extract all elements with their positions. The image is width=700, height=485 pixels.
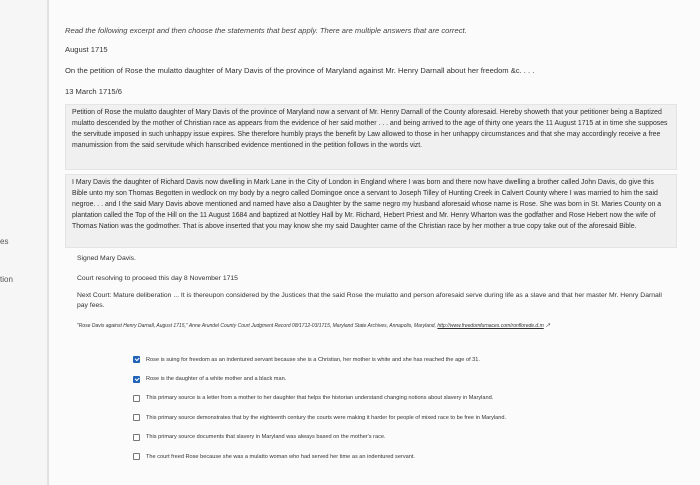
question-prompt: Read the following excerpt and then choose the statements that best apply. There are multiple answers that are correct. [65, 26, 467, 35]
answer-option-1[interactable] [133, 350, 673, 369]
option-label: This primary source demonstrates that by the eighteenth century the courts were making it harder for people of mixed race to be free in Maryland. [146, 414, 507, 421]
date-august-1715: August 1715 [65, 45, 108, 54]
answer-option-3[interactable] [133, 389, 673, 408]
citation-text: "Rose Davis against Henry Darnall, August 1715," Anne Arundel County Court Judgment Record 08/1712-03/1715, Maryland State Archives, Annapolis, Maryland, [77, 323, 436, 329]
petition-title: On the petition of Rose the mulatto daughter of Mary Davis of the province of Maryland against Mr. Henry Darnall about her freedom &c. . . . [65, 66, 535, 75]
answer-option-4[interactable] [133, 408, 673, 427]
source-citation [77, 322, 637, 329]
checkbox-checked-icon[interactable] [133, 376, 140, 383]
answer-options [133, 350, 673, 466]
option-label: Rose is the daughter of a white mother and a black man. [146, 376, 287, 383]
answer-option-2[interactable] [133, 369, 673, 388]
question-panel [48, 0, 700, 485]
external-link-icon[interactable]: ↗ [545, 323, 551, 329]
checkbox-checked-icon[interactable] [133, 356, 140, 363]
option-label: Rose is suing for freedom as an indentured servant because she is a Christian, her mother is white and she has reached the age of 31. [146, 356, 480, 363]
option-label: This primary source documents that slavery in Maryland was always based on the mother's race. [146, 434, 386, 441]
date-march-1715: 13 March 1715/6 [65, 87, 122, 96]
petition-paragraph: Petition of Rose the mulatto daughter of Mary Davis of the province of Maryland now a servant of Mr. Henry Darnall of the County aforesaid. Hereby showeth that your petitioner being a Baptized mulatto descended by the mother of Christian race as appears from the evidence of her said mother . . . and being arrived to the age of thirty one years the 11 August 1715 at in time she supposes the servitude imposed in such unhappy issue expires. She therefore humbly prays the benefit by Law allowed to those in her unhappy circumstances and that she may accordingly receive a free manumission from the said servitude which hanscribed evidence mentioned in the petition follows in the words vizt. [65, 104, 677, 170]
citation-link[interactable]: http://www.freedomfurnaces.com/ronflorede.d.m [437, 323, 544, 329]
option-label: This primary source is a letter from a mother to her daughter that helps the historian understand changing notions about slavery in Maryland. [146, 395, 494, 402]
option-label: The court freed Rose because she was a mulatto woman who had served her time as an indentured servant. [146, 453, 415, 460]
checkbox-icon[interactable] [133, 434, 140, 441]
bible-paragraph: I Mary Davis the daughter of Richard Davis now dwelling in Mark Lane in the City of London in England where I was born and there now have dwelling a brother called John Davis, do give this Bible unto my son Thomas Begotten in wedlock on my body by a negro called Domingoe once a servant to Joseph Tilley of Hunting Creek in Calvert County where I was married to him the said negroe. . . and I the said Mary Davis above mentioned and named have also a Daughter by the same negro my husband aforesaid whose name is Rose. She was born in St. Maries County on a plantation called the Top of the Hill on the 11 August 1684 and baptized at Nottley Hall by Mr. Richard, Hebert Priest and Mr. Henry Wharton was the godfather and Rose Hebert now the wife of Thomas Nation was the godmother. That is above inserted that you may know she my said Daughter came of the Christian race by her mother a true copy take out of the aforesaid Bible. [65, 174, 677, 248]
signed-line: Signed Mary Davis. [77, 255, 136, 262]
sidebar-label-1: es [0, 237, 9, 246]
checkbox-icon[interactable] [133, 453, 140, 460]
answer-option-6[interactable] [133, 447, 673, 466]
checkbox-icon[interactable] [133, 414, 140, 421]
answer-option-5[interactable] [133, 428, 673, 447]
checkbox-icon[interactable] [133, 395, 140, 402]
court-resolving-line: Court resolving to proceed this day 8 November 1715 [77, 275, 238, 282]
next-court-line: Next Court: Mature deliberation ... It is thereupon considered by the Justices that the said Rose the mulatto and person aforesaid serve during life as a slave and that her master Mr. Henry Darnall pay fees. [77, 292, 662, 309]
sidebar-label-2: tion [0, 275, 13, 284]
left-sidebar [0, 0, 48, 485]
